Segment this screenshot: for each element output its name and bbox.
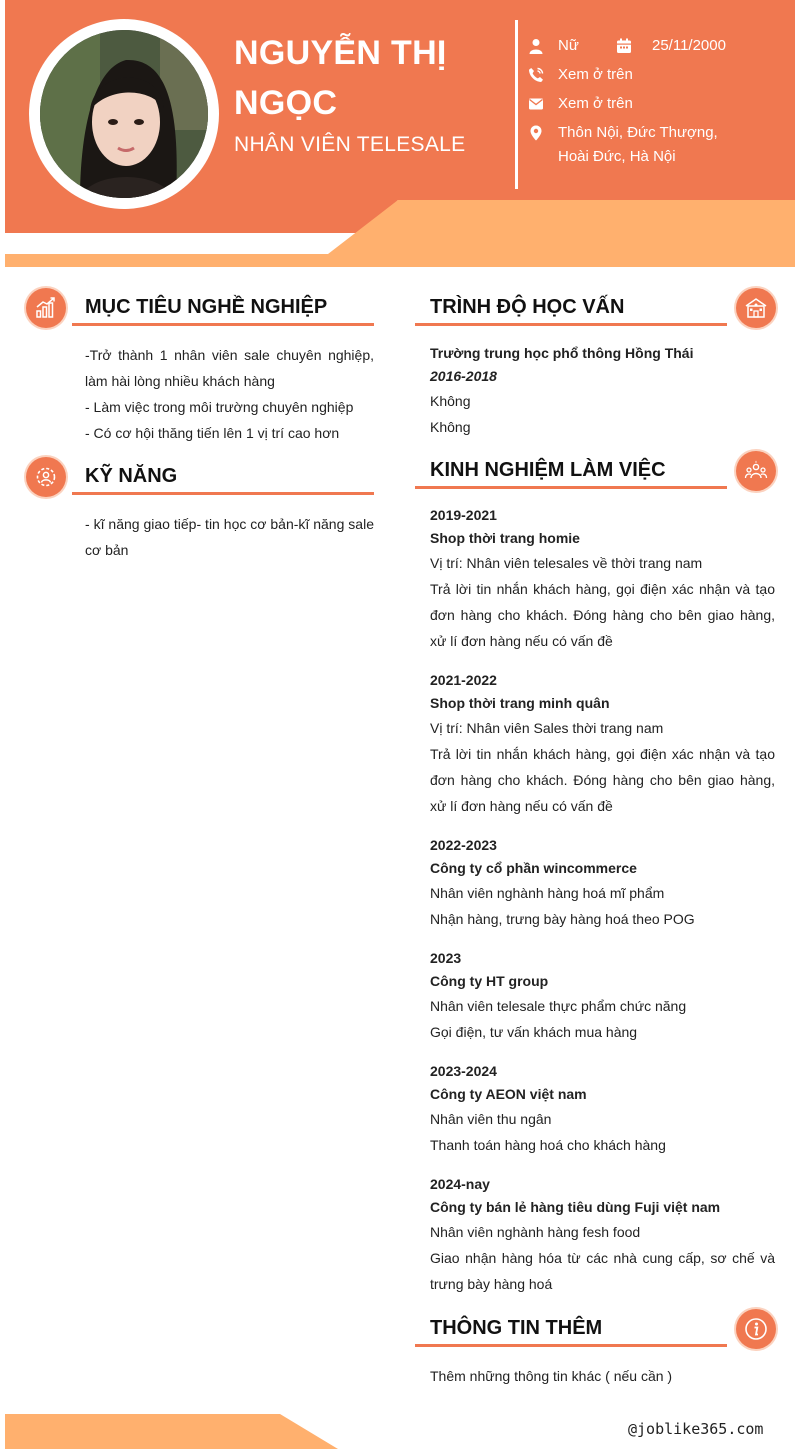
header-divider bbox=[515, 20, 518, 189]
education-note: Không bbox=[430, 419, 471, 435]
education-heading: TRÌNH ĐỘ HỌC VẤN bbox=[430, 296, 625, 318]
experience-company: Shop thời trang homie bbox=[430, 530, 580, 546]
avatar-frame bbox=[29, 19, 219, 209]
experience-item bbox=[430, 1060, 775, 1158]
experience-line: Vị trí: Nhân viên Sales thời trang nam bbox=[430, 720, 664, 736]
birthday-value: 25/11/2000 bbox=[652, 37, 726, 54]
avatar bbox=[40, 30, 208, 198]
education-underline bbox=[415, 323, 727, 326]
experience-line: Nhận hàng, trưng bày hàng hoá theo POG bbox=[430, 911, 695, 927]
experience-line: Nhân viên nghành hàng fesh food bbox=[430, 1224, 641, 1240]
objective-line: - Làm việc trong môi trường chuyên nghiệp bbox=[85, 399, 354, 415]
experience-item bbox=[430, 1173, 775, 1297]
candidate-job-title: NHÂN VIÊN TELESALE bbox=[234, 133, 466, 156]
skills-body: - kĩ năng giao tiếp- tin học cơ bản-kĩ năng sale cơ bản bbox=[85, 516, 374, 558]
additional-body: Thêm những thông tin khác ( nếu cần ) bbox=[430, 1368, 673, 1384]
objective-body bbox=[85, 342, 374, 446]
experience-company: Công ty cổ phần wincommerce bbox=[430, 860, 637, 876]
footer-brand: @joblike365.com bbox=[628, 1420, 764, 1438]
experience-period: 2023-2024 bbox=[430, 1063, 497, 1079]
experience-period: 2022-2023 bbox=[430, 837, 497, 853]
contact-phone bbox=[528, 63, 728, 87]
experience-period: 2023 bbox=[430, 950, 462, 966]
experience-line: Nhân viên telesale thực phẩm chức năng bbox=[430, 998, 687, 1014]
experience-period: 2019-2021 bbox=[430, 507, 497, 523]
email-value: Xem ở trên bbox=[558, 95, 633, 112]
experience-item bbox=[430, 669, 775, 819]
map-pin-icon bbox=[528, 125, 544, 141]
contact-email bbox=[528, 92, 728, 116]
objective-underline bbox=[72, 323, 374, 326]
cv-header bbox=[5, 0, 795, 267]
experience-line: Nhân viên thu ngân bbox=[430, 1111, 552, 1127]
experience-company: Công ty HT group bbox=[430, 973, 549, 989]
skills-gear-icon bbox=[26, 457, 66, 497]
additional-heading: THÔNG TIN THÊM bbox=[430, 1317, 603, 1339]
footer-accent bbox=[5, 1414, 345, 1449]
school-icon bbox=[736, 288, 776, 328]
experience-line: Nhân viên nghành hàng hoá mĩ phẩm bbox=[430, 885, 665, 901]
experience-company: Công ty AEON việt nam bbox=[430, 1086, 587, 1102]
experience-period: 2021-2022 bbox=[430, 672, 497, 688]
skills-underline bbox=[72, 492, 374, 495]
candidate-name: NGUYỄN THỊ NGỌC bbox=[234, 34, 447, 122]
envelope-icon bbox=[528, 96, 544, 112]
contact-gender bbox=[528, 34, 608, 58]
objective-heading: MỤC TIÊU NGHỀ NGHIỆP bbox=[85, 296, 328, 318]
experience-period: 2024-nay bbox=[430, 1176, 490, 1192]
experience-line: Trả lời tin nhắn khách hàng, gọi điện xác nhận và tạo đơn hàng cho khách. Đóng hàng cho bên giao hàng, xử lí đơn hàng nếu có vấn đề bbox=[430, 581, 775, 649]
education-major: Không bbox=[430, 393, 471, 409]
phone-icon bbox=[528, 67, 544, 83]
experience-item bbox=[430, 947, 775, 1045]
address-line-2: Hoài Đức, Hà Nội bbox=[558, 148, 676, 165]
experience-company: Công ty bán lẻ hàng tiêu dùng Fuji việt nam bbox=[430, 1199, 721, 1215]
experience-line: Giao nhận hàng hóa từ các nhà cung cấp, sơ chế và trưng bày hàng hoá bbox=[430, 1250, 775, 1292]
skills-heading: KỸ NĂNG bbox=[85, 465, 178, 487]
gender-value: Nữ bbox=[558, 37, 579, 54]
objective-line: -Trở thành 1 nhân viên sale chuyên nghiệp, làm hài lòng nhiều khách hàng bbox=[85, 347, 374, 389]
phone-value: Xem ở trên bbox=[558, 66, 633, 83]
address-line-1: Thôn Nội, Đức Thượng, bbox=[558, 124, 718, 141]
education-school: Trường trung học phổ thông Hồng Thái bbox=[430, 345, 694, 361]
contact-address bbox=[528, 121, 768, 169]
calendar-icon bbox=[616, 38, 632, 54]
experience-line: Gọi điện, tư vấn khách mua hàng bbox=[430, 1024, 638, 1040]
user-icon bbox=[528, 38, 544, 54]
education-entry bbox=[430, 342, 775, 440]
experience-underline bbox=[415, 486, 727, 489]
experience-line: Trả lời tin nhắn khách hàng, gọi điện xác nhận và tạo đơn hàng cho khách. Đóng hàng cho bên giao hàng, xử lí đơn hàng nếu có vấn đề bbox=[430, 746, 775, 814]
contact-birthday bbox=[616, 34, 776, 58]
education-period: 2016-2018 bbox=[430, 368, 497, 384]
info-icon bbox=[736, 1309, 776, 1349]
avatar-photo bbox=[40, 30, 208, 198]
team-icon bbox=[736, 451, 776, 491]
experience-item bbox=[430, 504, 775, 654]
additional-underline bbox=[415, 1344, 727, 1347]
chart-growth-icon bbox=[26, 288, 66, 328]
experience-line: Vị trí: Nhân viên telesales về thời trang nam bbox=[430, 555, 703, 571]
experience-heading: KINH NGHIỆM LÀM VIỆC bbox=[430, 459, 666, 481]
objective-line: - Có cơ hội thăng tiến lên 1 vị trí cao hơn bbox=[85, 425, 340, 441]
experience-line: Thanh toán hàng hoá cho khách hàng bbox=[430, 1137, 666, 1153]
experience-company: Shop thời trang minh quân bbox=[430, 695, 610, 711]
experience-item bbox=[430, 834, 775, 932]
